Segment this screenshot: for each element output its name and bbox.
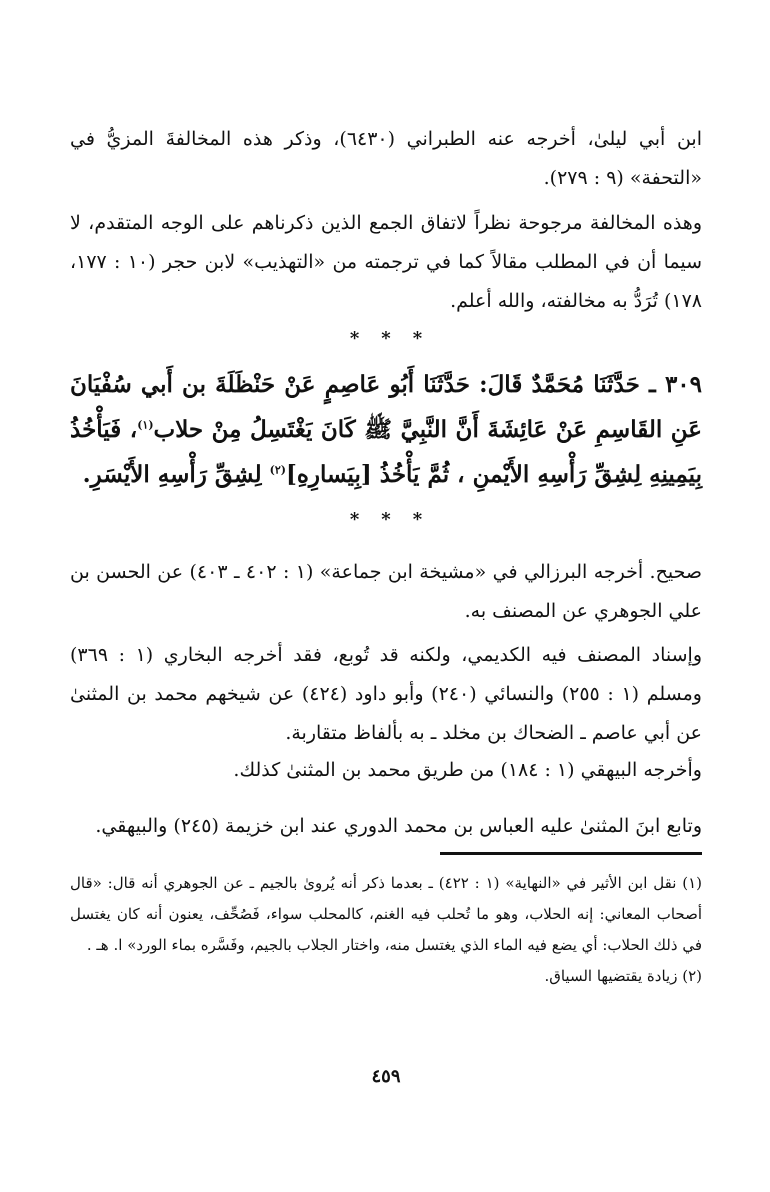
commentary-isnad: وإسناد المصنف فيه الكديمي، ولكنه قد تُوبع، فقد أخرجه البخاري (١ : ٣٦٩) ومسلم (١ : ٢٥٥) والنسائي (٢٤٠) وأبو داود (٤٢٤) عن شيخهم محمد بن المثنىٰ عن أبي عاصم ـ الضحاك بن مخلد ـ به بألفاظ متقاربة.: [70, 644, 702, 744]
star-ornament: *: [349, 328, 360, 349]
section-separator: [70, 509, 702, 530]
star-ornament: *: [412, 328, 423, 349]
hadith-text-part: لِشِقِّ رَأْسِهِ الأَيْسَرِ.: [82, 461, 270, 488]
footnotes: [70, 868, 702, 992]
hadith-text-part: ، فَيَأْخُذُ بِيَمِينِهِ لِشِقِّ رَأْسِهِ الأَيْمنِ ، ثُمَّ يَأْخُذُ [بِيَسارِهِ]: [70, 416, 702, 488]
hadith-text-part: ٣٠٩ ـ حَدَّثَنَا مُحَمَّدٌ قَالَ: حَدَّثَنَا أَبُو عَاصِمٍ عَنْ حَنْظَلَةَ بن أَبي سُفْيَانَ عَنِ القَاسِمِ عَنْ عَائِشَةَ أَنَّ النَّبِيَّ ﷺ كَانَ يَغْتَسِلُ مِنْ حلاب: [70, 371, 702, 443]
commentary-mutabaa: وتابع ابنَ المثنىٰ عليه العباس بن محمد الدوري عند ابن خزيمة (٢٤٥) والبيهقي.: [95, 815, 702, 837]
footnote-marker: (١): [137, 418, 154, 432]
paragraph-assessment: وهذه المخالفة مرجوحة نظراً لاتفاق الجمع الذين ذكرناهم على الوجه المتقدم، لا سيما أن في المطلب مقالاً كما في ترجمته من «التهذيب» لابن حجر (١٠ : ١٧٧، ١٧٨) تُرَدُّ به مخالفته، والله أعلم.: [70, 212, 702, 312]
footnote-2: (٢) زيادة يقتضيها السياق.: [544, 967, 702, 985]
star-ornament: *: [412, 509, 423, 530]
hadith-text: [70, 362, 702, 497]
commentary-bayhaqi: وأخرجه البيهقي (١ : ١٨٤) من طريق محمد بن المثنىٰ كذلك.: [233, 759, 702, 781]
footnote-marker: (٢): [269, 463, 286, 477]
commentary-takhrij: صحيح. أخرجه البرزالي في «مشيخة ابن جماعة» (١ : ٤٠٢ ـ ٤٠٣) عن الحسن بن علي الجوهري عن المصنف به.: [70, 561, 702, 622]
footnote-divider: [440, 852, 702, 855]
footnote-1: (١) نقل ابن الأثير في «النهاية» (١ : ٤٢٢) ـ بعدما ذكر أنه يُروىٰ بالجيم ـ عن الجوهري أنه قال: «قال أصحاب المعاني: إنه الحلاب، وهو ما تُحلب فيه الغنم، كالمحلب سواء، فَصُحِّف، يعنون أنه كان يغتسل في ذلك الحلاب: أي يضع فيه الماء الذي يغتسل منه، واختار الجلاب بالجيم، وفَسَّره بماء الورد» ا. هـ .: [70, 874, 703, 954]
section-separator: [70, 328, 702, 349]
page-number: ٤٥٩: [371, 1066, 401, 1087]
star-ornament: *: [381, 328, 391, 349]
star-ornament: *: [349, 509, 360, 530]
paragraph-opening: ابن أبي ليلىٰ، أخرجه عنه الطبراني (٦٤٣٠)، وذكر هذه المخالفةَ المزيُّ في «التحفة» (٩ : ٢٧٩).: [70, 128, 702, 189]
star-ornament: *: [381, 509, 391, 530]
